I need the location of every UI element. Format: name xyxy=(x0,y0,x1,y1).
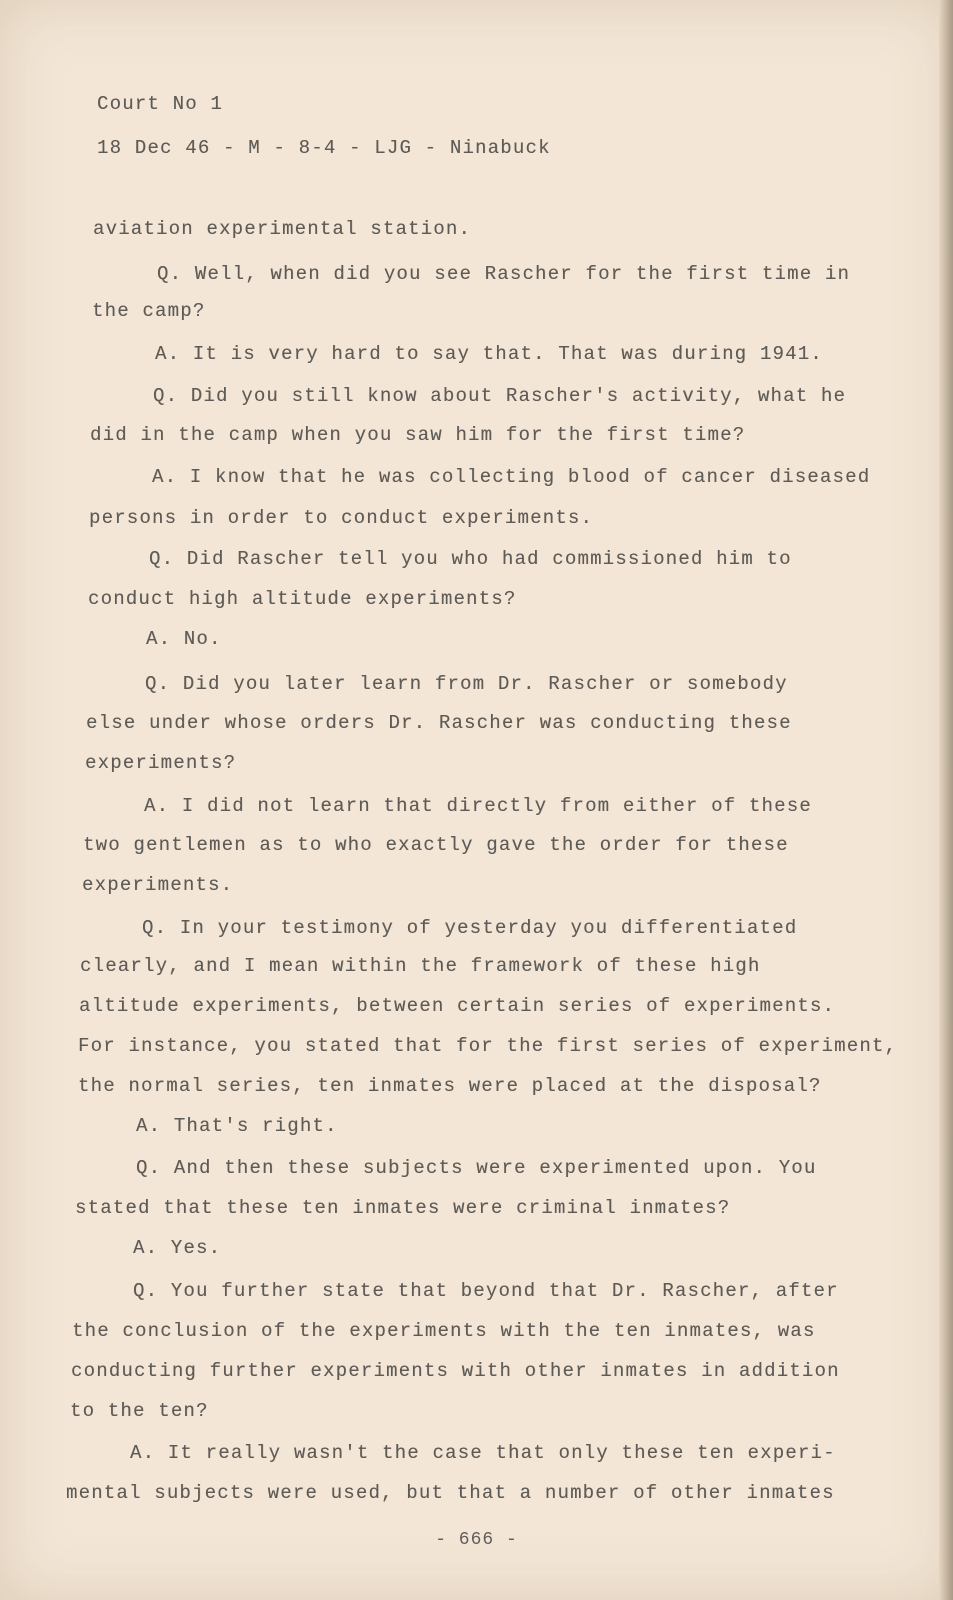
transcript-line: A. It really wasn't the case that only these ten experi- xyxy=(130,1442,836,1464)
transcript-line: clearly, and I mean within the framework of these high xyxy=(80,955,761,977)
transcript-line: Q. Did you still know about Rascher's activity, what he xyxy=(153,385,847,407)
transcript-line: A. Yes. xyxy=(133,1237,222,1259)
transcript-line: Q. And then these subjects were experimented upon. You xyxy=(136,1157,817,1179)
transcript-line: experiments? xyxy=(85,752,237,774)
transcript-line: Q. Did you later learn from Dr. Rascher or somebody xyxy=(145,673,788,695)
transcript-line: Q. You further state that beyond that Dr. Rascher, after xyxy=(133,1280,839,1302)
transcript-line: A. It is very hard to say that. That was during 1941. xyxy=(155,343,823,365)
transcript-line: the camp? xyxy=(92,300,206,322)
page-number: - 666 - xyxy=(435,1530,518,1550)
transcript-line: experiments. xyxy=(82,874,234,896)
transcript-line: the normal series, ten inmates were placed at the disposal? xyxy=(78,1075,822,1097)
transcript-line: For instance, you stated that for the first series of experiment, xyxy=(78,1035,898,1057)
transcript-line: persons in order to conduct experiments. xyxy=(89,507,594,529)
transcript-line: altitude experiments, between certain series of experiments. xyxy=(79,995,836,1017)
transcript-line: Q. Did Rascher tell you who had commissioned him to xyxy=(149,548,792,570)
transcript-line: A. I know that he was collecting blood of cancer diseased xyxy=(152,466,871,488)
transcript-line: stated that these ten inmates were criminal inmates? xyxy=(75,1197,731,1219)
session-header: 18 Dec 46 - M - 8-4 - LJG - Ninabuck xyxy=(97,137,551,159)
transcript-line: did in the camp when you saw him for the first time? xyxy=(90,424,746,446)
transcript-line: aviation experimental station. xyxy=(93,218,472,240)
transcript-line: Q. In your testimony of yesterday you differentiated xyxy=(142,917,798,939)
transcript-line: A. I did not learn that directly from either of these xyxy=(144,795,812,817)
court-header: Court No 1 xyxy=(97,93,224,115)
transcript-line: A. No. xyxy=(146,628,222,650)
transcript-line: the conclusion of the experiments with the ten inmates, was xyxy=(72,1320,816,1342)
transcript-line: conducting further experiments with other inmates in addition xyxy=(71,1360,840,1382)
transcript-line: else under whose orders Dr. Rascher was conducting these xyxy=(86,712,792,734)
transcript-line: to the ten? xyxy=(70,1400,209,1422)
transcript-line: A. That's right. xyxy=(136,1115,338,1137)
transcript-line: conduct high altitude experiments? xyxy=(88,588,517,610)
transcript-line: mental subjects were used, but that a number of other inmates xyxy=(66,1482,835,1504)
transcript-line: two gentlemen as to who exactly gave the order for these xyxy=(83,834,789,856)
transcript-line: Q. Well, when did you see Rascher for the first time in xyxy=(157,263,851,285)
page-edge xyxy=(939,0,953,1600)
